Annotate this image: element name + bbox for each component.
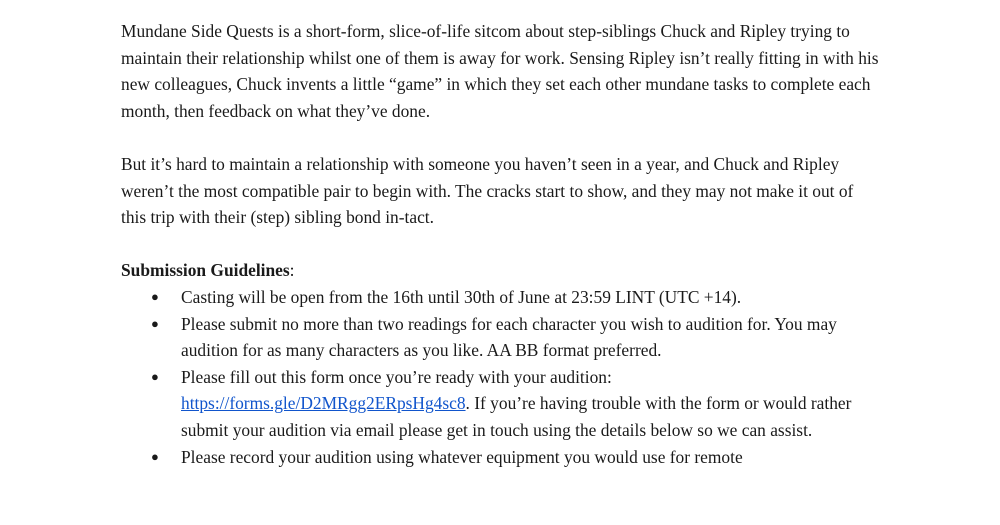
guideline-form-details: . If you’re having trouble with the form or would rather submit your audition via email please get in touch using the details below so we can assist.: [181, 393, 852, 440]
guideline-reading-limit: Please submit no more than two readings for each character you wish to audition for. You may audition for as many characters as you like. AA BB format preferred.: [181, 313, 837, 361]
document-body: [121, 18, 881, 470]
bullet-icon: ●: [151, 315, 159, 331]
bullet-icon: ●: [151, 368, 159, 384]
bullet-icon: ●: [151, 288, 159, 304]
bullet-icon: ●: [151, 448, 159, 464]
list-item: [121, 444, 881, 471]
synopsis-paragraph-1: Mundane Side Quests is a short-form, slice-of-life sitcom about step-siblings Chuck and Ripley trying to maintain their relationship whilst one of them is away for work. Sensing Ripley isn’t really fitting in with his new colleagues, Chuck invents a little “game” in which they set each other mundane tasks to complete each month, then feedback on what they’ve done.: [121, 21, 879, 121]
guideline-recording-equipment: Please record your audition using whatever equipment you would use for remote: [181, 446, 743, 467]
list-item: [121, 311, 881, 364]
list-item: [121, 284, 881, 311]
guideline-casting-dates: Casting will be open from the 16th until 30th of June at 23:59 LINT (UTC +14).: [181, 286, 742, 307]
audition-form-link[interactable]: https://forms.gle/D2MRgg2ERpsHg4sc8: [181, 393, 466, 414]
submission-guidelines-heading: [121, 257, 881, 284]
synopsis-paragraph-2: But it’s hard to maintain a relationship with someone you haven’t seen in a year, and Chuck and Ripley weren’t the most compatible pair to begin with. The cracks start to show, and they may not make it out of this trip with their (step) sibling bond in-tact.: [121, 153, 854, 228]
heading-colon: :: [289, 260, 295, 281]
guideline-form-intro: Please fill out this form once you’re ready with your audition:: [181, 366, 612, 387]
guidelines-list: [121, 284, 881, 470]
list-item: [121, 364, 881, 444]
heading-text: Submission Guidelines: [121, 260, 290, 281]
